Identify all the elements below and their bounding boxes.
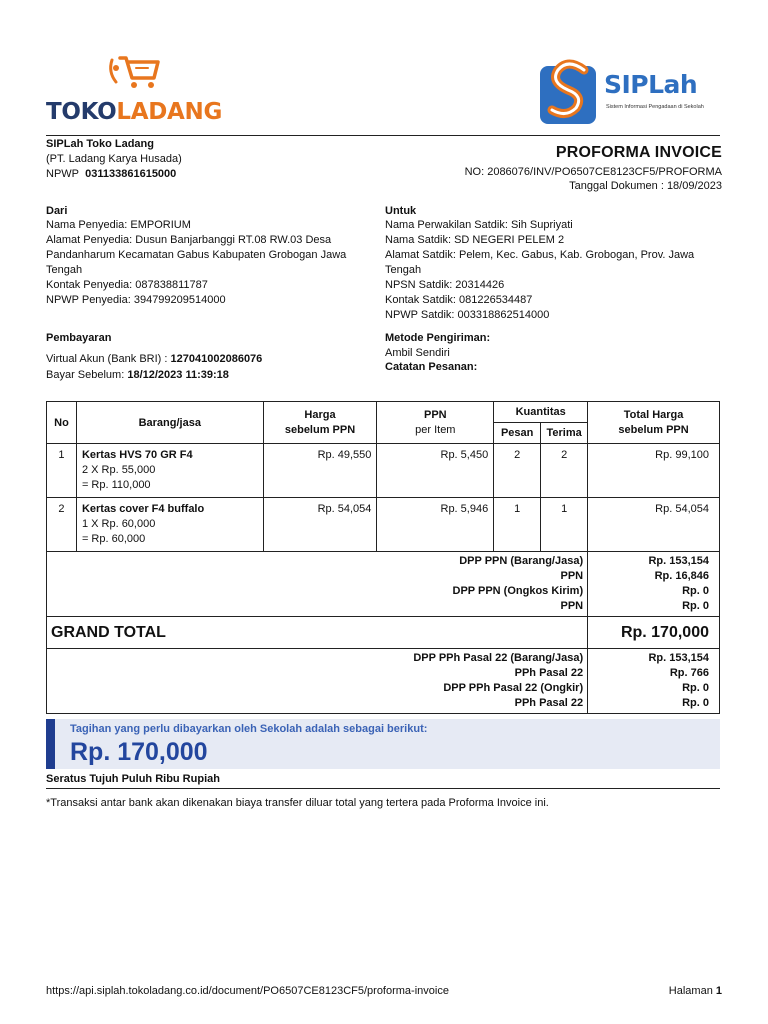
items-table (46, 401, 720, 714)
grand-total-row (47, 617, 720, 649)
col-no: No (47, 402, 77, 444)
tokoladang-wordmark: TOKOLADANG (46, 99, 223, 125)
table-header-row (47, 402, 720, 423)
item-cell (76, 444, 263, 498)
item-qty-received: 2 (541, 444, 588, 498)
seller-npwp: NPWP 031133861615000 (46, 168, 177, 180)
siplah-logo (538, 54, 728, 130)
words-divider (46, 788, 720, 789)
col-price: Harga sebelum PPN (263, 402, 377, 444)
pph-summary: DPP PPh Pasal 22 (Barang/Jasa) PPh Pasal 22 DPP PPh Pasal 22 (Ongkir) PPh Pasal 22 Rp. 153,154 Rp. 766 Rp. 0 Rp. 0 (47, 649, 720, 714)
table-row: 2 Kertas cover F4 buffalo 1 X Rp. 60,000 = Rp. 60,000 Rp. 54,054 Rp. 5,946 1 1 Rp. 54,054 (47, 498, 720, 552)
shipping-heading: Metode Pengiriman: (385, 332, 491, 344)
grand-total-value: Rp. 170,000 (588, 617, 720, 649)
table-row: 1 Kertas HVS 70 GR F4 2 X Rp. 55,000 = Rp. 110,000 Rp. 49,550 Rp. 5,450 2 2 Rp. 99,100 (47, 444, 720, 498)
item-ppn: Rp. 5,946 (377, 498, 494, 552)
payment-heading: Pembayaran (46, 332, 112, 344)
seller-company: (PT. Ladang Karya Husada) (46, 153, 182, 165)
shipping-method: Ambil Sendiri (385, 347, 450, 359)
amount-due-accent-bar (46, 719, 55, 769)
header-divider (46, 135, 720, 136)
item-calc: 2 X Rp. 55,000 (81, 464, 156, 476)
amount-due-value: Rp. 170,000 (70, 738, 208, 766)
col-qty: Kuantitas (494, 402, 588, 423)
item-total: Rp. 99,100 (588, 444, 720, 498)
document-url[interactable]: https://api.siplah.tokoladang.co.id/document/PO6507CE8123CF5/proforma-invoice (46, 985, 449, 997)
col-qty-order: Pesan (494, 423, 541, 444)
item-qty-received: 1 (541, 498, 588, 552)
order-notes-heading: Catatan Pesanan: (385, 361, 478, 373)
grand-total-label: GRAND TOTAL (47, 617, 588, 649)
siplah-tagline: Sistem Informasi Pengadaan di Sekolah (606, 104, 704, 110)
col-total: Total Harga sebelum PPN (588, 402, 720, 444)
to-details: Nama Perwakilan Satdik: Sih Supriyati Nama Satdik: SD NEGERI PELEM 2 Alamat Satdik: Pelem, Kec. Gabus, Kab. Grobogan, Prov. Jawa Tengah NPSN Satdik: 20314426 Kontak Satdik: 081226534487 NPWP Satdik: 003318862514000 (385, 219, 695, 321)
item-name: Kertas HVS 70 GR F4 (81, 449, 193, 461)
invoice-number: NO: 2086076/INV/PO6507CE8123CF5/PROFORMA (464, 166, 722, 178)
item-qty-order: 1 (494, 498, 541, 552)
amount-in-words: Seratus Tujuh Puluh Ribu Rupiah (46, 773, 220, 785)
seller-name: SIPLah Toko Ladang (46, 138, 154, 150)
from-heading: Dari (46, 205, 68, 217)
amount-due-note: Tagihan yang perlu dibayarkan oleh Sekolah adalah sebagai berikut: (70, 723, 428, 735)
invoice-date: Tanggal Dokumen : 18/09/2023 (569, 180, 722, 192)
item-calc-total: = Rp. 60,000 (81, 533, 146, 545)
amount-due-box (46, 719, 720, 769)
col-qty-received: Terima (541, 423, 588, 444)
payment-due: Bayar Sebelum: 18/12/2023 11:39:18 (46, 369, 229, 381)
page-indicator: Halaman 1 (668, 985, 722, 997)
item-name: Kertas cover F4 buffalo (81, 503, 205, 515)
from-details: Nama Penyedia: EMPORIUM Alamat Penyedia: Dusun Banjarbanggi RT.08 RW.03 Desa Pandanharum Kecamatan Gabus Kabupaten Grobogan Jawa Tengah Kontak Penyedia: 087838811787 NPWP Penyedia: 394799209514000 (46, 219, 347, 306)
col-ppn: PPN per Item (377, 402, 494, 444)
item-qty-order: 2 (494, 444, 541, 498)
virtual-account: Virtual Akun (Bank BRI) : 127041002086076 (46, 353, 263, 365)
item-price: Rp. 49,550 (263, 444, 377, 498)
siplah-emblem-icon (538, 56, 600, 126)
item-calc: 1 X Rp. 60,000 (81, 518, 156, 530)
to-heading: Untuk (385, 205, 417, 217)
tokoladang-logo (44, 44, 234, 130)
invoice-title: PROFORMA INVOICE (555, 144, 722, 161)
item-price: Rp. 54,054 (263, 498, 377, 552)
siplah-wordmark: SIPLah (604, 70, 698, 99)
transfer-disclaimer: *Transaksi antar bank akan dikenakan biaya transfer diluar total yang tertera pada Proforma Invoice ini. (46, 797, 549, 809)
item-ppn: Rp. 5,450 (377, 444, 494, 498)
item-cell (76, 498, 263, 552)
item-total: Rp. 54,054 (588, 498, 720, 552)
col-item: Barang/jasa (76, 402, 263, 444)
item-calc-total: = Rp. 110,000 (81, 479, 151, 491)
cart-icon (106, 46, 166, 96)
ppn-summary: DPP PPN (Barang/Jasa) PPN DPP PPN (Ongkos Kirim) PPN Rp. 153,154 Rp. 16,846 Rp. 0 Rp. 0 (47, 552, 720, 617)
